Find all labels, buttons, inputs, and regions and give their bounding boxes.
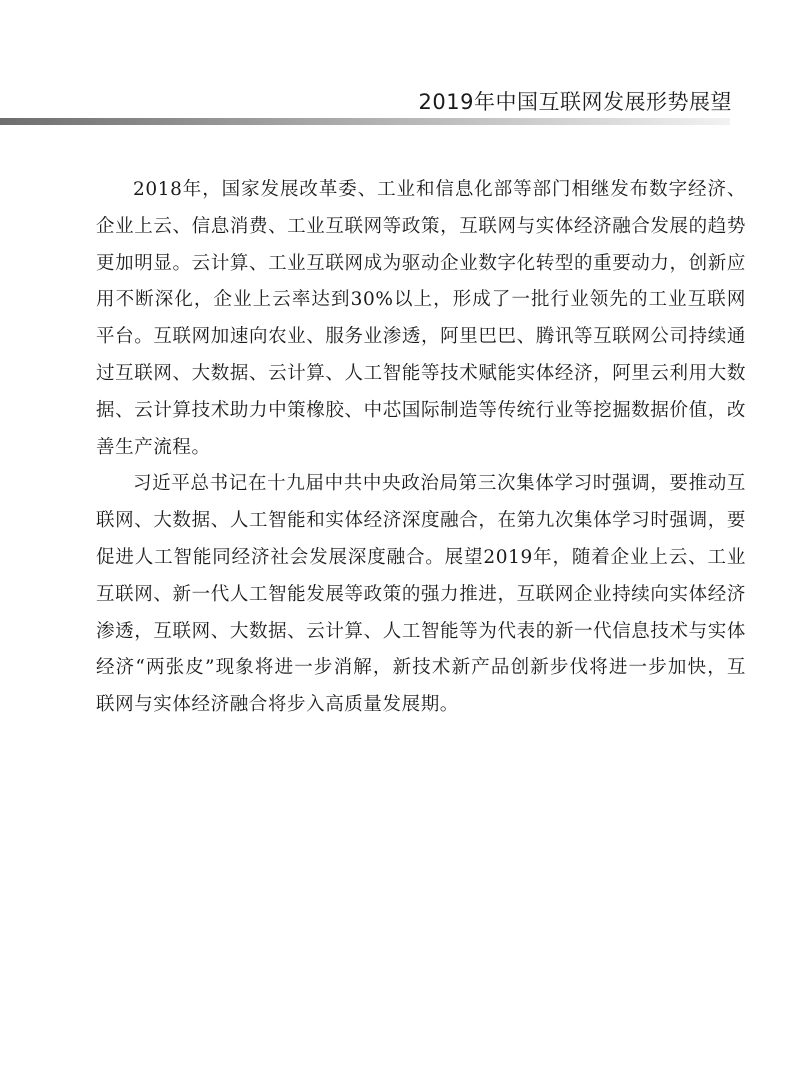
paragraph-1: 2018年，国家发展改革委、工业和信息化部等部门相继发布数字经济、企业上云、信息消费、工业互联网等政策，互联网与实体经济融合发展的趋势更加明显。云计算、工业互联网成为驱动企业数字化转型的重要动力，创新应用不断深化，企业上云率达到30%以上，形成了一批行业领先的工业互联网平台。互联网加速向农业、服务业渗透，阿里巴巴、腾讯等互联网公司持续通过互联网、大数据、云计算、人工智能等技术赋能实体经济，阿里云利用大数据、云计算技术助力中策橡胶、中芯国际制造等传统行业等挖掘数据价值，改善生产流程。 bbox=[96, 179, 746, 458]
page-header-title: 2019年中国互联网发展形势展望 bbox=[418, 90, 732, 114]
header-divider bbox=[0, 118, 730, 125]
paragraph-2: 习近平总书记在十九届中共中央政治局第三次集体学习时强调，要推动互联网、大数据、人工智能和实体经济深度融合，在第九次集体学习时强调，要促进人工智能同经济社会发展深度融合。展望2019年，随着企业上云、工业互联网、新一代人工智能发展等政策的强力推进，互联网企业持续向实体经济渗透，互联网、大数据、云计算、人工智能等为代表的新一代信息技术与实体经济“两张皮”现象将进一步消解，新技术新产品创新步伐将进一步加快，互联网与实体经济融合将步入高质量发展期。 bbox=[96, 473, 746, 716]
document-body bbox=[96, 172, 746, 724]
